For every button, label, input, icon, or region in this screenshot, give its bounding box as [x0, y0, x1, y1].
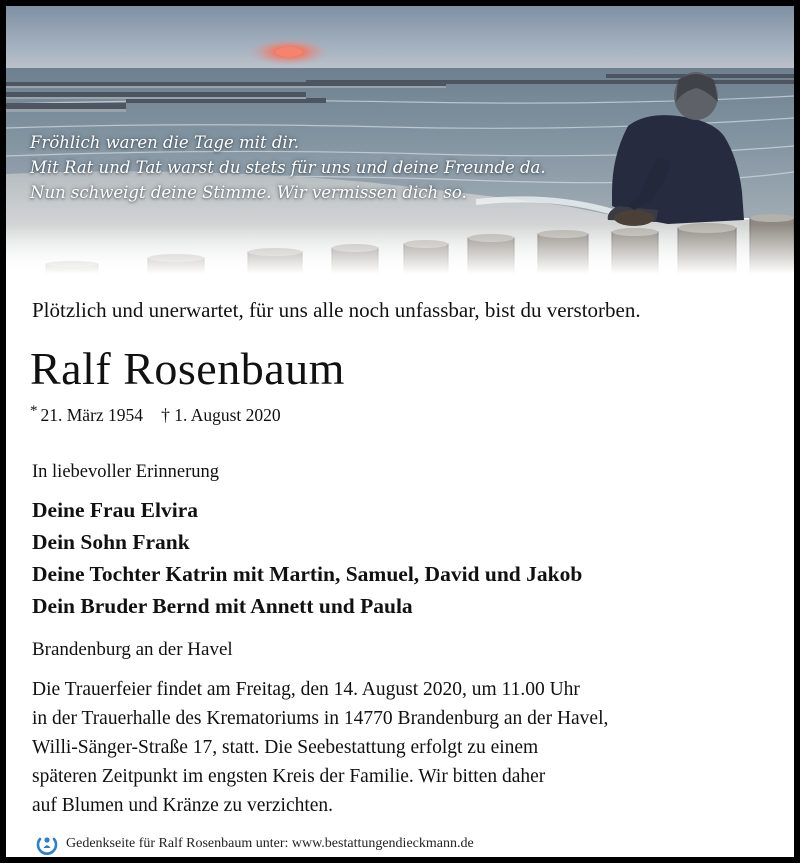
details-line: Die Trauerfeier findet am Freitag, den 14. August 2020, um 11.00 Uhr [32, 679, 580, 700]
intro-text: Plötzlich und unerwartet, für uns alle noch unfassbar, bist du verstorben. [32, 298, 641, 322]
deceased-name: Ralf Rosenbaum [30, 343, 345, 394]
details-line: in der Trauerhalle des Krematoriums in 14770 Brandenburg an der Havel, [32, 708, 609, 729]
memory-heading: In liebevoller Erinnerung [32, 462, 219, 482]
family-member: Deine Tochter Katrin mit Martin, Samuel, David und Jakob [32, 562, 583, 586]
footer [36, 833, 474, 855]
details-line: Willi-Sänger-Straße 17, statt. Die Seebestattung erfolgt zu einem [32, 737, 539, 758]
poem-line: Nun schweigt deine Stimme. Wir vermissen dich so. [30, 183, 467, 202]
family-list [32, 494, 582, 622]
funeral-home-logo-icon [36, 833, 58, 855]
details-line: späteren Zeitpunkt im engsten Kreis der Familie. Wir bitten daher [32, 766, 546, 787]
family-member: Deine Frau Elvira [32, 498, 199, 522]
family-member: Dein Bruder Bernd mit Annett und Paula [32, 594, 413, 618]
memorial-page-link[interactable]: Gedenkseite für Ralf Rosenbaum unter: www.bestattungendieckmann.de [66, 836, 474, 851]
poem-line: Fröhlich waren die Tage mit dir. [30, 133, 299, 152]
family-member: Dein Sohn Frank [32, 530, 190, 554]
poem-line: Mit Rat und Tat warst du stets für uns und deine Freunde da. [30, 158, 546, 177]
place-name: Brandenburg an der Havel [32, 639, 233, 660]
funeral-details [32, 675, 608, 820]
details-line: auf Blumen und Kränze zu verzichten. [32, 795, 334, 816]
birth-symbol: * [30, 403, 38, 419]
death-date: † 1. August 2020 [161, 405, 281, 425]
memorial-poem [30, 130, 546, 205]
life-dates [30, 403, 281, 426]
birth-date: 21. März 1954 [40, 405, 144, 425]
